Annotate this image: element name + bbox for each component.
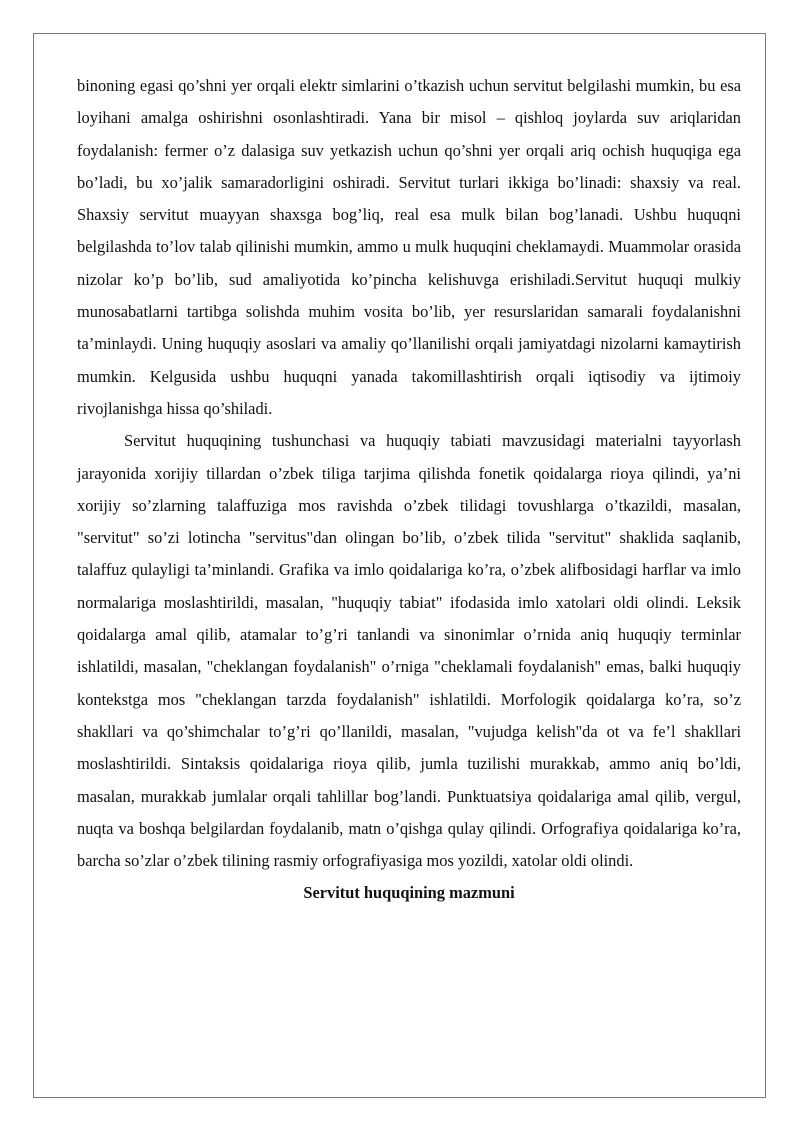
document-body — [77, 70, 741, 910]
paragraph-translation-rules: Servitut huquqining tushunchasi va huquqiy tabiati mavzusidagi materialni tayyorlash jarayonida xorijiy tillardan o’zbek tiliga tarjima qilishda fonetik qoidalarga rioya qilindi, ya’ni xorijiy so’zlarning talaffuziga mos ravishda o’zbek tilidagi tovushlarga o’tkazildi, masalan, "servitut" so’zi lotincha "servitus"dan olingan bo’lib, o’zbek tilida "servitut" shaklida saqlanib, talaffuz qulayligi ta’minlandi. Grafika va imlo qoidalariga ko’ra, o’zbek alifbosidagi harflar va imlo normalariga moslashtirildi, masalan, "huquqiy tabiat" ifodasida imlo xatolari oldi olindi. Leksik qoidalarga amal qilib, atamalar to’g’ri tanlandi va sinonimlar o’rnida aniq huquqiy terminlar ishlatildi, masalan, "cheklangan foydalanish" o’rniga "cheklamali foydalanish" emas, balki huquqiy kontekstga mos "cheklangan tarzda foydalanish" ishlatildi. Morfologik qoidalarga ko’ra, so’z shakllari va qo’shimchalar to’g’ri qo’llanildi, masalan, "vujudga kelish"da ot va fe’l shakllari moslashtirildi. Sintaksis qoidalariga rioya qilib, jumla tuzilishi murakkab, ammo aniq bo’ldi, masalan, murakkab jumlalar orqali tahlillar bog’landi. Punktuatsiya qoidalariga amal qilib, vergul, nuqta va boshqa belgilardan foydalanib, matn o’qishga qulay qilindi. Orfografiya qoidalariga ko’ra, barcha so’zlar o’zbek tilining rasmiy orfografiyasiga mos yozildi, xatolar oldi olindi. — [77, 431, 741, 871]
paragraph-continuation: binoning egasi qo’shni yer orqali elektr simlarini o’tkazish uchun servitut belgilashi mumkin, bu esa loyihani amalga oshirishni osonlashtiradi. Yana bir misol – qishloq joylarda suv ariqlaridan foydalanish: fermer o’z dalasiga suv yetkazish uchun qo’shni yer orqali ariq ochish huquqiga ega bo’ladi, bu xo’jalik samaradorligini oshiradi. Servitut turlari ikkiga bo’linadi: shaxsiy va real. Shaxsiy servitut muayyan shaxsga bog’liq, real esa mulk bilan bog’lanadi. Ushbu huquqni belgilashda to’lov talab qilinishi mumkin, ammo u mulk huquqini cheklamaydi. Muammolar orasida nizolar ko’p bo’lib, sud amaliyotida ko’pincha kelishuvga erishiladi.Servitut huquqi mulkiy munosabatlarni tartibga solishda muhim vosita bo’lib, yer resurslaridan samarali foydalanishni ta’minlaydi. Uning huquqiy asoslari va amaliy qo’llanilishi orqali jamiyatdagi nizolarni kamaytirish mumkin. Kelgusida ushbu huquqni yanada takomillashtirish orqali iqtisodiy va ijtimoiy rivojlanishga hissa qo’shiladi. — [77, 76, 741, 418]
section-heading: Servitut huquqining mazmuni — [303, 883, 515, 903]
